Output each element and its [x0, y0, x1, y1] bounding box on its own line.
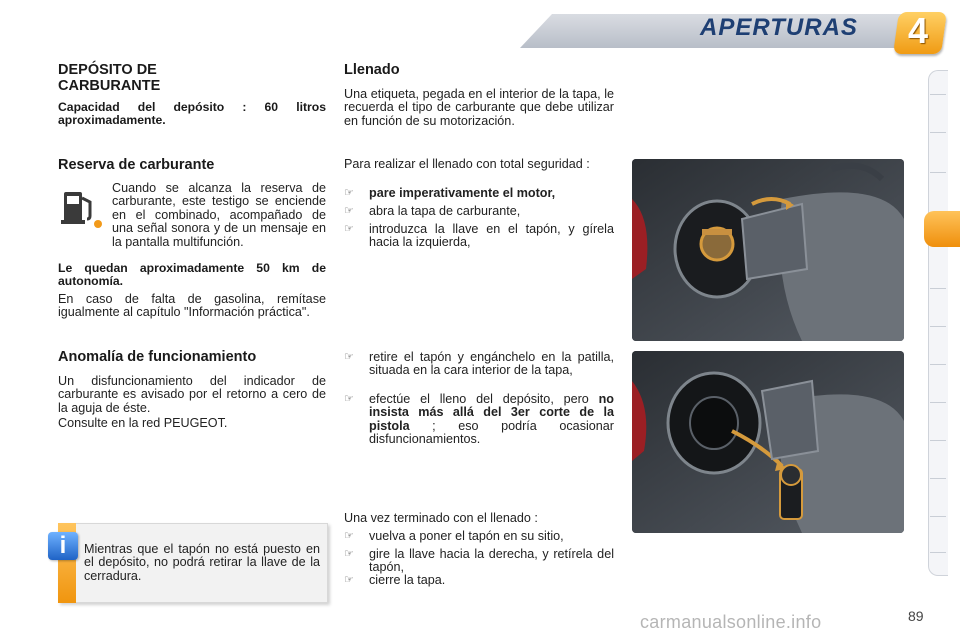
step-text: retire el tapón y engánchelo en la patilla, situada en la cara interior de la tapa,	[369, 350, 614, 378]
fuel-flap-open-photo	[632, 159, 904, 341]
section-title-line: DEPÓSITO DE	[58, 62, 157, 78]
step-text: pare imperativamente el motor,	[369, 186, 556, 200]
section-title-line: CARBURANTE	[58, 78, 161, 94]
chapter-tab[interactable]	[930, 364, 946, 365]
bullet-hand-icon: ☞	[344, 530, 354, 542]
chapter-title: APERTURAS	[700, 14, 858, 41]
step-text: vuelva a poner el tapón en su sitio,	[369, 529, 564, 543]
autonomy-note: Le quedan aproximadamente 50 km de autonomía.	[58, 261, 326, 289]
step-item	[344, 205, 614, 218]
after-filling-intro: Una vez terminado con el llenado :	[344, 511, 538, 525]
malfunction-paragraph: Un disfuncionamiento del indicador de carburante es avisado por el retorno a cero de la aguja de éste.	[58, 374, 326, 415]
step-item	[344, 351, 614, 378]
step-text: efectúe el lleno del depósito, pero	[369, 392, 589, 406]
chapter-tab[interactable]	[930, 172, 946, 173]
filling-safety-intro: Para realizar el llenado con total seguridad :	[344, 157, 590, 171]
watermark: carmanualsonline.info	[640, 612, 822, 632]
info-icon: i	[48, 532, 78, 560]
step-item	[344, 574, 614, 587]
chapter-tab[interactable]	[930, 288, 946, 289]
chapter-tab[interactable]	[930, 552, 946, 553]
bullet-hand-icon: ☞	[344, 548, 354, 560]
page-number: 89	[908, 608, 924, 624]
chapter-tab[interactable]	[930, 132, 946, 133]
filling-heading: Llenado	[344, 62, 400, 78]
tank-capacity: Capacidad del depósito : 60 litros aproximadamente.	[58, 100, 326, 128]
step-text: gire la llave hacia la derecha, y retírela del tapón,	[369, 547, 614, 575]
chapter-tab-rail	[928, 70, 948, 576]
chapter-tab[interactable]	[930, 516, 946, 517]
step-item	[344, 187, 614, 200]
filling-intro: Una etiqueta, pegada en el interior de la tapa, le recuerda el tipo de carburante que debe utilizar en función de su motorización.	[344, 87, 614, 128]
reserve-text-block	[58, 182, 326, 249]
dealer-paragraph: Consulte en la red PEUGEOT.	[58, 416, 228, 430]
step-item	[344, 393, 614, 447]
chapter-number: 4	[908, 10, 929, 51]
step-item	[344, 530, 614, 543]
fuel-cap-removed-photo	[632, 351, 904, 533]
step-item	[344, 548, 614, 575]
bullet-hand-icon: ☞	[344, 351, 354, 363]
out-of-fuel-paragraph: En caso de falta de gasolina, remítase igualmente al capítulo "Información práctica".	[58, 292, 326, 320]
bullet-hand-icon: ☞	[344, 223, 354, 235]
chapter-tab[interactable]	[930, 94, 946, 95]
bullet-hand-icon: ☞	[344, 574, 354, 586]
step-text: abra la tapa de carburante,	[369, 204, 521, 218]
bullet-hand-icon: ☞	[344, 393, 354, 405]
chapter-tab[interactable]	[930, 402, 946, 403]
step-text: ; eso podría ocasionar disfuncionamientos.	[369, 418, 614, 447]
bullet-hand-icon: ☞	[344, 187, 354, 199]
step-warning: no insista más allá del 3er corte de la pistola	[369, 392, 614, 433]
section-title	[58, 62, 160, 94]
chapter-tab-active[interactable]	[924, 211, 960, 247]
chapter-tab[interactable]	[930, 326, 946, 327]
chapter-tab[interactable]	[930, 440, 946, 441]
malfunction-heading: Anomalía de funcionamiento	[58, 349, 257, 365]
step-item	[344, 223, 614, 250]
info-box-text: Mientras que el tapón no está puesto en el depósito, no podrá retirar la llave de la cerradura.	[84, 542, 320, 583]
step-text: cierre la tapa.	[369, 573, 446, 587]
reserve-paragraph: Cuando se alcanza la reserva de carburante, este testigo se enciende en el combinado, acompañado de una señal sonora y de un mensaje en la pantalla multifunción.	[112, 181, 326, 249]
chapter-tab[interactable]	[930, 478, 946, 479]
reserve-heading: Reserva de carburante	[58, 157, 215, 173]
step-text: introduzca la llave en el tapón, y gírela hacia la izquierda,	[369, 222, 614, 250]
bullet-hand-icon: ☞	[344, 205, 354, 217]
